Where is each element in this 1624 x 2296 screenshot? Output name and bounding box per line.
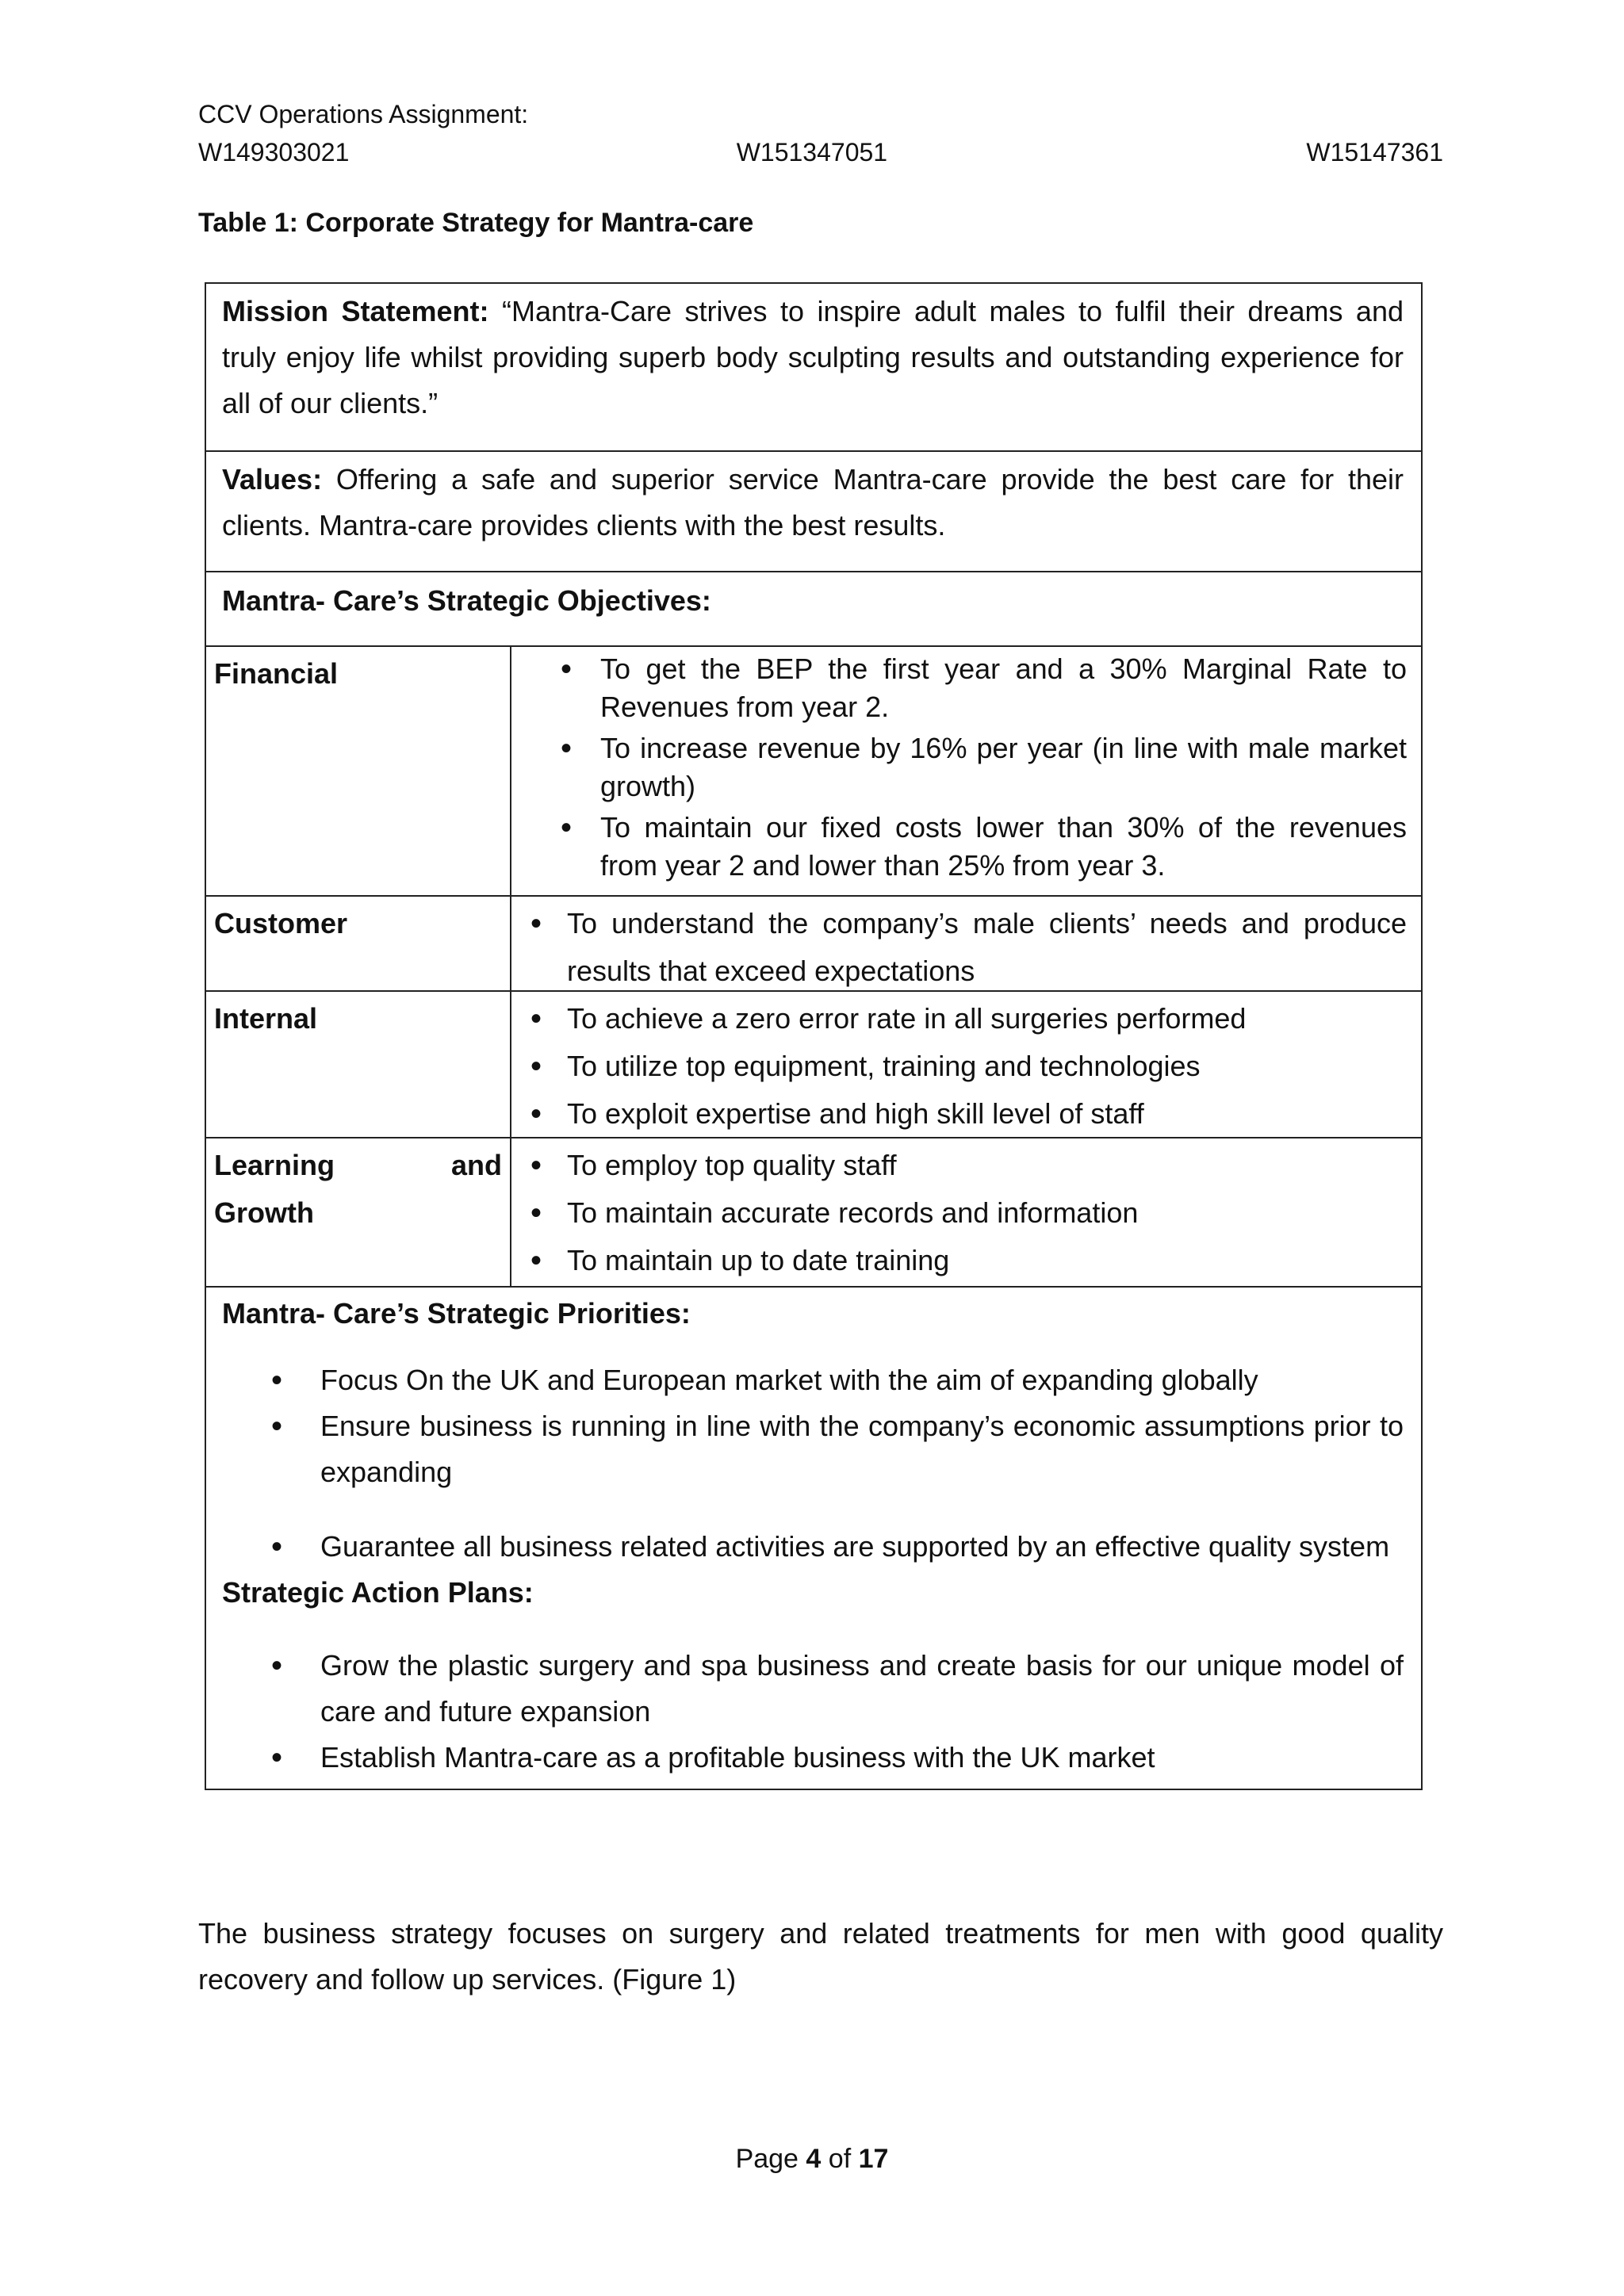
values-label: Values:	[222, 463, 323, 496]
list-item: • To exploit expertise and high skill level of staff	[530, 1090, 1407, 1138]
list-item: • Ensure business is running in line with the company’s economic assumptions prior to expanding	[222, 1403, 1404, 1495]
list-item: • To maintain up to date training	[530, 1237, 1407, 1284]
header-id-3: W15147361	[1306, 138, 1443, 166]
action-plans-list	[222, 1643, 1404, 1781]
list-item: • To understand the company’s male clients’ needs and produce results that exceed expectations	[530, 900, 1407, 995]
header-id-2: W151347051	[736, 138, 888, 166]
footer-middle: of	[821, 2144, 859, 2174]
objective-row-customer	[206, 897, 1421, 992]
mission-section	[206, 284, 1421, 452]
priorities-heading: Mantra- Care’s Strategic Priorities:	[222, 1297, 691, 1330]
mission-text: “Mantra-Care strives to inspire adult males to fulfil their dreams and truly enjoy life whilst providing superb body sculpting results and outstanding experience for all of our clients.”	[222, 295, 1404, 419]
header-student-ids	[198, 133, 1443, 171]
list-item: • To achieve a zero error rate in all surgeries performed	[530, 995, 1407, 1043]
objective-label-learning-growth	[206, 1138, 511, 1286]
list-item: • To get the BEP the first year and a 30% Marginal Rate to Revenues from year 2.	[561, 650, 1407, 726]
list-item: • To maintain our fixed costs lower than 30% of the revenues from year 2 and lower than 25% from year 3.	[561, 809, 1407, 885]
action-plans-heading: Strategic Action Plans:	[222, 1576, 534, 1609]
page-header	[198, 95, 1443, 171]
page-footer	[0, 2144, 1624, 2175]
objective-items-customer	[511, 897, 1421, 990]
objectives-table	[206, 647, 1421, 1288]
label-and: and	[450, 1149, 502, 1181]
body-paragraph: The business strategy focuses on surgery and related treatments for men with good quality recovery and follow up services. (Figure 1)	[198, 1917, 1443, 1996]
header-id-1: W149303021	[198, 138, 350, 166]
objective-label-financial: Financial	[206, 647, 511, 895]
list-item: • To utilize top equipment, training and technologies	[530, 1043, 1407, 1090]
list-item: • Grow the plastic surgery and spa business and create basis for our unique model of care and future expansion	[222, 1643, 1404, 1735]
objective-row-internal	[206, 992, 1421, 1138]
objective-items-financial	[511, 647, 1421, 895]
objective-items-learning-growth	[511, 1138, 1421, 1286]
objective-row-learning-growth	[206, 1138, 1421, 1286]
list-item: • Guarantee all business related activities are supported by an effective quality system	[222, 1524, 1404, 1570]
list-item: • To maintain accurate records and information	[530, 1189, 1407, 1237]
objective-label-customer: Customer	[206, 897, 511, 990]
label-growth: Growth	[214, 1196, 314, 1229]
strategy-table	[205, 282, 1423, 1790]
list-item: • To increase revenue by 16% per year (in line with male market growth)	[561, 729, 1407, 806]
objective-row-financial	[206, 647, 1421, 897]
priorities-section	[206, 1288, 1421, 1789]
footer-total-pages: 17	[858, 2144, 889, 2174]
footer-prefix: Page	[735, 2144, 806, 2174]
values-section	[206, 452, 1421, 572]
list-item: • Focus On the UK and European market with the aim of expanding globally	[222, 1357, 1404, 1403]
header-course-title: CCV Operations Assignment:	[198, 100, 529, 128]
objectives-heading: Mantra- Care’s Strategic Objectives:	[222, 584, 711, 617]
footer-page-number: 4	[806, 2144, 822, 2174]
objectives-heading-section	[206, 572, 1421, 647]
objective-items-internal	[511, 992, 1421, 1137]
list-item: • Establish Mantra-care as a profitable business with the UK market	[222, 1735, 1404, 1781]
list-item: • To employ top quality staff	[530, 1142, 1407, 1189]
mission-label: Mission Statement:	[222, 295, 489, 327]
priorities-list	[222, 1357, 1404, 1570]
table-title: Table 1: Corporate Strategy for Mantra-care	[198, 208, 754, 238]
values-text: Offering a safe and superior service Mantra-care provide the best care for their clients. Mantra-care provides clients with the best results.	[222, 463, 1404, 541]
label-learning: Learning	[214, 1149, 335, 1181]
objective-label-internal: Internal	[206, 992, 511, 1137]
